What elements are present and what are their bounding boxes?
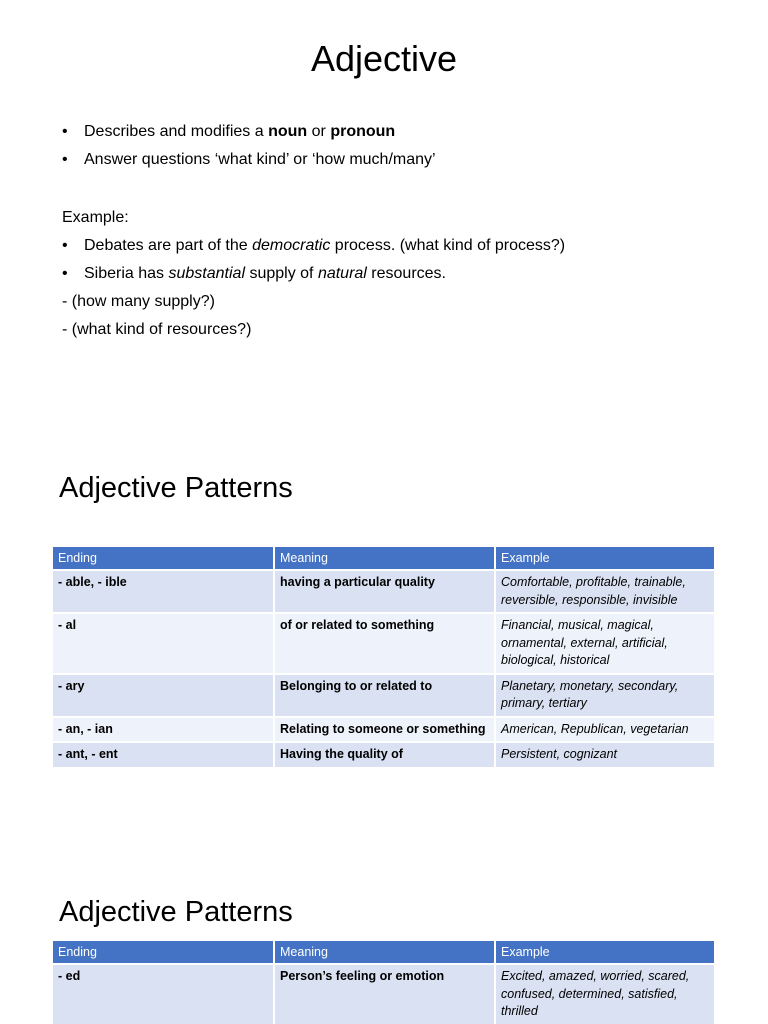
table-row bbox=[53, 570, 715, 613]
example-text bbox=[84, 260, 446, 288]
example-text bbox=[84, 232, 565, 260]
example-cell: Persistent, cognizant bbox=[495, 742, 715, 767]
bold-term: noun bbox=[268, 123, 308, 140]
column-header: Meaning bbox=[274, 547, 495, 570]
column-header: Example bbox=[495, 547, 715, 570]
ending-cell: - ary bbox=[53, 674, 274, 717]
meaning-cell: Relating to someone or something bbox=[274, 717, 495, 743]
bullet-item bbox=[62, 118, 565, 146]
column-header: Meaning bbox=[274, 941, 495, 964]
text-part: supply of bbox=[245, 265, 318, 282]
bullet-icon: • bbox=[62, 265, 68, 282]
bold-term: pronoun bbox=[330, 123, 396, 140]
example-cell: Excited, amazed, worried, scared, confused, determined, satisfied, thrilled bbox=[495, 964, 715, 1024]
table-row bbox=[53, 717, 715, 743]
table-row bbox=[53, 742, 715, 767]
example-cell: Planetary, monetary, secondary, primary, tertiary bbox=[495, 674, 715, 717]
column-header: Ending bbox=[53, 547, 274, 570]
text-part: Siberia has bbox=[84, 265, 169, 282]
text-part: Debates are part of the bbox=[84, 237, 253, 254]
example-label: Example: bbox=[62, 209, 129, 226]
question-line: - (what kind of resources?) bbox=[62, 321, 252, 338]
question-line: - (how many supply?) bbox=[62, 293, 215, 310]
example-cell: Financial, musical, magical, ornamental, external, artificial, biological, historical bbox=[495, 613, 715, 674]
bullet-text bbox=[84, 118, 395, 146]
meaning-cell: Having the quality of bbox=[274, 742, 495, 767]
ending-cell: - an, - ian bbox=[53, 717, 274, 743]
column-header: Example bbox=[495, 941, 715, 964]
bullet-list bbox=[62, 118, 565, 344]
example-cell: Comfortable, profitable, trainable, reversible, responsible, invisible bbox=[495, 570, 715, 613]
patterns-table bbox=[53, 941, 716, 1024]
patterns-table bbox=[53, 547, 716, 767]
text-part: Describes and modifies a bbox=[84, 123, 269, 140]
bullet-icon: • bbox=[62, 123, 68, 140]
table-header-row bbox=[53, 547, 715, 570]
bullet-text: Answer questions ‘what kind’ or ‘how much/many’ bbox=[84, 151, 436, 168]
meaning-cell: having a particular quality bbox=[274, 570, 495, 613]
bullet-item bbox=[62, 146, 565, 174]
example-cell: American, Republican, vegetarian bbox=[495, 717, 715, 743]
table-row bbox=[53, 964, 715, 1024]
table-row bbox=[53, 613, 715, 674]
text-part: or bbox=[307, 123, 331, 140]
slide-title: Adjective bbox=[310, 38, 458, 79]
bullet-icon: • bbox=[62, 237, 68, 254]
text-part: process. (what kind of process?) bbox=[330, 237, 566, 254]
ending-cell: - al bbox=[53, 613, 274, 674]
ending-cell: - able, - ible bbox=[53, 570, 274, 613]
meaning-cell: Belonging to or related to bbox=[274, 674, 495, 717]
ending-cell: - ant, - ent bbox=[53, 742, 274, 767]
table-row bbox=[53, 674, 715, 717]
example-item bbox=[62, 260, 565, 288]
column-header: Ending bbox=[53, 941, 274, 964]
example-item bbox=[62, 232, 565, 260]
section-title: Adjective Patterns bbox=[59, 896, 293, 928]
ending-cell: - ed bbox=[53, 964, 274, 1024]
section-title: Adjective Patterns bbox=[59, 472, 293, 504]
italic-term: natural bbox=[317, 265, 367, 282]
meaning-cell: of or related to something bbox=[274, 613, 495, 674]
italic-term: democratic bbox=[252, 237, 331, 254]
meaning-cell: Person’s feeling or emotion bbox=[274, 964, 495, 1024]
bullet-icon: • bbox=[62, 151, 68, 168]
italic-term: substantial bbox=[168, 265, 245, 282]
text-part: resources. bbox=[366, 265, 446, 282]
table-header-row bbox=[53, 941, 715, 964]
